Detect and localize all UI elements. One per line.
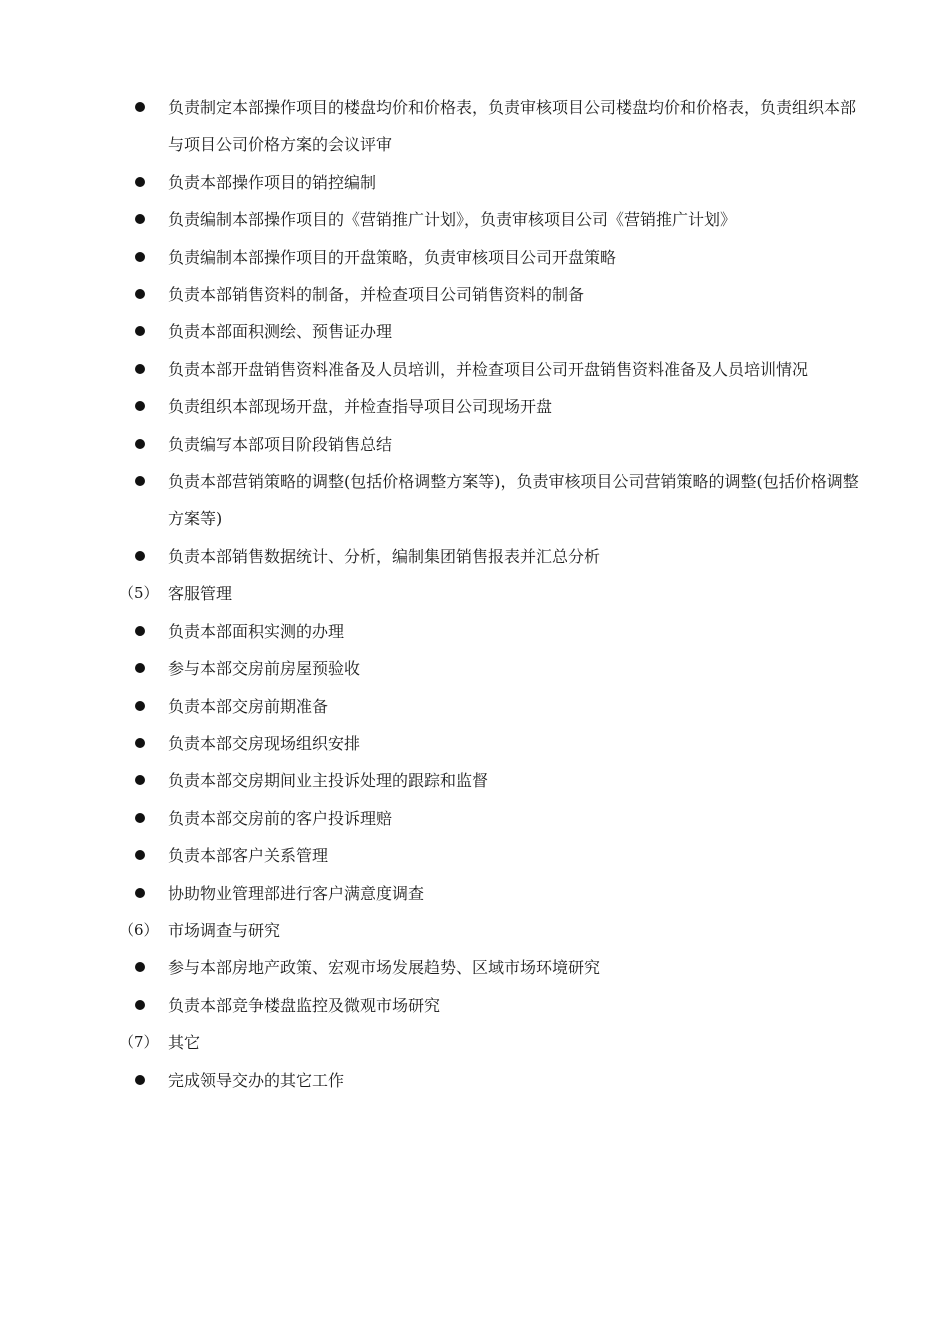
bullet-icon [135, 1000, 145, 1010]
list-item [0, 463, 950, 538]
list-item [0, 613, 950, 650]
section-title: 客服管理 [168, 584, 233, 604]
list-item-text: 负责本部销售数据统计、分析，编制集团销售报表并汇总分析 [168, 546, 601, 566]
list-item-text: 负责本部客户关系管理 [168, 846, 329, 866]
list-item-text: 负责本部交房前期准备 [168, 696, 329, 716]
document-body [0, 89, 950, 1099]
section-heading [0, 912, 950, 949]
list-item-text: 负责本部销售资料的制备，并检查项目公司销售资料的制备 [168, 285, 585, 305]
list-item [0, 239, 950, 276]
list-item [0, 650, 950, 687]
bullet-icon [135, 214, 145, 224]
bullet-icon [135, 289, 145, 299]
list-item-text: 参与本部房地产政策、宏观市场发展趋势、区域市场环境研究 [168, 958, 601, 978]
list-item-text: 完成领导交办的其它工作 [168, 1070, 345, 1090]
bullet-icon [135, 177, 145, 187]
bullet-icon [135, 738, 145, 748]
list-item [0, 725, 950, 762]
section-number: （7） [119, 1033, 159, 1052]
list-item [0, 538, 950, 575]
bullet-icon [135, 102, 145, 112]
list-item [0, 313, 950, 350]
bullet-icon [135, 962, 145, 972]
list-item [0, 164, 950, 201]
bullet-icon [135, 663, 145, 673]
list-item [0, 388, 950, 425]
bullet-icon [135, 775, 145, 785]
list-item-text: 负责制定本部操作项目的楼盘均价和价格表，负责审核项目公司楼盘均价和价格表，负责组织本部与项目公司价格方案的会议评审 [168, 98, 857, 155]
bullet-icon [135, 364, 145, 374]
bullet-icon [135, 1075, 145, 1085]
bullet-icon [135, 326, 145, 336]
section-title: 市场调查与研究 [168, 920, 281, 940]
bullet-icon [135, 701, 145, 711]
list-item-text: 负责本部交房现场组织安排 [168, 733, 361, 753]
list-item [0, 949, 950, 986]
list-item-text: 负责编写本部项目阶段销售总结 [168, 434, 393, 454]
list-item-text: 负责本部竞争楼盘监控及微观市场研究 [168, 995, 441, 1015]
bullet-icon [135, 850, 145, 860]
bullet-icon [135, 439, 145, 449]
bullet-icon [135, 888, 145, 898]
list-item-text: 负责组织本部现场开盘，并检查指导项目公司现场开盘 [168, 397, 553, 417]
list-item-text: 负责本部面积实测的办理 [168, 621, 345, 641]
list-item-text: 负责本部交房前的客户投诉理赔 [168, 808, 393, 828]
list-item [0, 276, 950, 313]
bullet-icon [135, 551, 145, 561]
section-heading [0, 575, 950, 612]
list-item-text: 负责本部操作项目的销控编制 [168, 172, 377, 192]
list-item-text: 负责本部营销策略的调整(包括价格调整方案等)，负责审核项目公司营销策略的调整(包括价格调整方案等) [168, 472, 859, 529]
list-item-text: 负责本部面积测绘、预售证办理 [168, 322, 393, 342]
list-item [0, 762, 950, 799]
list-item-text: 负责本部开盘销售资料准备及人员培训，并检查项目公司开盘销售资料准备及人员培训情况 [168, 359, 809, 379]
bullet-icon [135, 401, 145, 411]
list-item [0, 837, 950, 874]
list-item [0, 875, 950, 912]
list-item-text: 负责编制本部操作项目的《营销推广计划》，负责审核项目公司《营销推广计划》 [168, 210, 737, 230]
list-item [0, 89, 950, 164]
list-item [0, 351, 950, 388]
list-item [0, 1062, 950, 1099]
section-number: （5） [119, 584, 159, 603]
section-title: 其它 [168, 1033, 201, 1053]
bullet-icon [135, 476, 145, 486]
bullet-icon [135, 813, 145, 823]
section-number: （6） [119, 920, 159, 939]
list-item [0, 688, 950, 725]
bullet-icon [135, 626, 145, 636]
section-heading [0, 1024, 950, 1061]
list-item [0, 426, 950, 463]
list-item-text: 负责本部交房期间业主投诉处理的跟踪和监督 [168, 771, 489, 791]
list-item-text: 协助物业管理部进行客户满意度调查 [168, 883, 425, 903]
bullet-icon [135, 252, 145, 262]
list-item-text: 负责编制本部操作项目的开盘策略，负责审核项目公司开盘策略 [168, 247, 617, 267]
list-item [0, 800, 950, 837]
list-item-text: 参与本部交房前房屋预验收 [168, 659, 361, 679]
list-item [0, 201, 950, 238]
list-item [0, 987, 950, 1024]
